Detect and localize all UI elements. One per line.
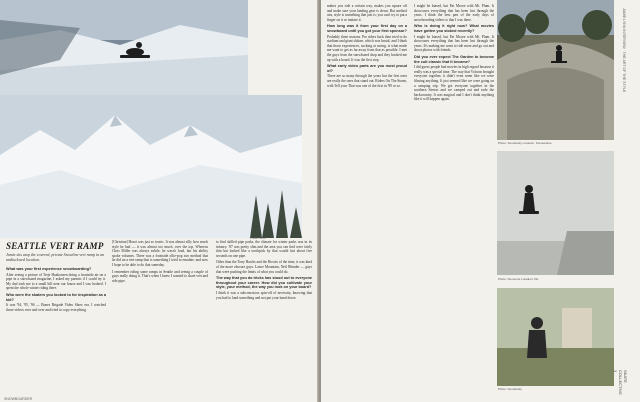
answer: makes you ride a certain way, makes you square off and make sure your landing gear is down. But method airs, style is something that just is; you can't try to put a finger on it or imitate it. bbox=[327, 4, 407, 22]
pool-skate-photo bbox=[497, 0, 614, 140]
mountain-caption: Photo: xxxx bbox=[250, 236, 266, 240]
article-title: SEATTLE VERT RAMP bbox=[6, 241, 104, 251]
answer: I think it was a subconscious spin-off of necessity, knowing that you had to land something and not put your hand down. bbox=[216, 290, 312, 300]
question: Who is doing it right now? What movies have gotten you stoked recently? bbox=[414, 24, 494, 33]
answer: [Christian] Hosoi was just so iconic. It was almost silly how much style he had — it was almost too much, over the top. Whereas Chris Miller was always subtle, he wasn't loud, but his ability spoke volumes. There was a frontside ollie-pop two method that he did on a vert ramp that is something I tried to emulate, and now I hope to be able to do that someday. bbox=[112, 240, 208, 267]
page-folio: SKATE COLLECTIVE 3 bbox=[613, 370, 628, 395]
text-column-1 bbox=[6, 265, 106, 395]
answer: I might be biased, but Pat Moore with Mt. Plum. It showcases everything that has been lost through the years. I think the best part of the early days of snowboarding videos is that I was there. bbox=[414, 4, 494, 22]
answer: to find skilled pipe parks, the climate for winter parks was in its infancy. '87 was pretty slim and the area you can find were fairly thin but looked like a toothpick by that would last about five seconds on one pipe. bbox=[216, 240, 312, 258]
question: What early video parts are you most proud of? bbox=[327, 64, 407, 73]
portrait-caption: Photo: Somebody bbox=[498, 387, 522, 391]
left-page bbox=[0, 0, 319, 402]
question: Who were the skaters you looked to for inspiration as a kid? bbox=[6, 292, 106, 302]
answer: I might be biased, but Pat Moore with Mt. Plum. It showcases everything that has been lost through the years. It's making me want to ride more and go out and shoot photos with friends. bbox=[414, 34, 494, 53]
answer: I did guess people had movies in high regard because it really was a special time. The way that Volcom brought everyone together, it didn't even seem like we were filming anything. It just seemed like we were going on a camping trip. We got everyone together in the southern Sierras and we camped out and rode the backcountry. It was magical and I don't think anything like it will happen again. bbox=[414, 65, 494, 102]
question: The way that you do tricks has stood out to everyone throughout your career. How did you cultivate your style, your method, the way you look on your board? bbox=[216, 276, 312, 290]
snowboarder-jump-photo bbox=[0, 0, 248, 95]
running-footer: SNOWBOARDER bbox=[4, 397, 33, 401]
article-deck: Jamie sits atop the covered, private Snowline vert ramp in an undisclosed location. bbox=[6, 252, 105, 262]
skate-action-photo bbox=[497, 151, 614, 275]
answer: After seeing a picture of Terje Haakonsen doing a frontside air on a pipe in a snowboard magazine, I asked my parents if I could try it. My dad took me to a small hill near our house and I was hooked. I spent the whole winter riding there. bbox=[6, 272, 106, 291]
answer: There are so many through the years but the first ones are really the ones that stand out. Riders On The Storm, with Tell your That was one of the first in '89 or so. bbox=[327, 74, 407, 88]
answer: I remember riding some ramps in Seattle and seeing a couple of guys really doing it. That's when I knew I wanted to skate vert and ride pipe. bbox=[112, 269, 208, 283]
answer: It was '94, '95, '96 — Bones Brigade Video Show era. I watched those videos over and over and tried to copy everything. bbox=[6, 303, 106, 312]
running-header: JAMIE LYNN INTERVIEW · THE ART OF THE STYLE bbox=[622, 8, 626, 93]
text-column-3 bbox=[216, 240, 312, 395]
answer: Other than the Tony Hawks and the Hosois of the time, it was kind of the more obscure guys. Lance Mountain, Neil Blender — guys that were pushing the limits of what you could do. bbox=[216, 260, 312, 274]
mountain-photo bbox=[0, 95, 302, 238]
text-column-4 bbox=[327, 4, 407, 396]
skate-caption: Photo: Someone Location: KE bbox=[498, 277, 539, 281]
answer: Probably three seasons. Pro riders back then tried to do stadium and giant slalom, which was brutal, and I think that those experiences, sucking at racing, is what made me want to get as far away from that as possible. I met the guys from the snowboard shop and they hooked me up with a board. It was the first step. bbox=[327, 34, 407, 62]
question: Did you ever expect The Garden to become the cult classic that it became? bbox=[414, 54, 494, 64]
text-column-5 bbox=[414, 4, 494, 396]
question: How long was it from your first day on a snowboard until you got your first sponsor? bbox=[327, 24, 407, 33]
question: What was your first experience snowboarding? bbox=[6, 267, 92, 271]
text-column-2 bbox=[112, 240, 208, 395]
portrait-photo bbox=[497, 288, 614, 386]
pool-caption: Photo: Somebody Location: Somewhere bbox=[498, 141, 552, 145]
